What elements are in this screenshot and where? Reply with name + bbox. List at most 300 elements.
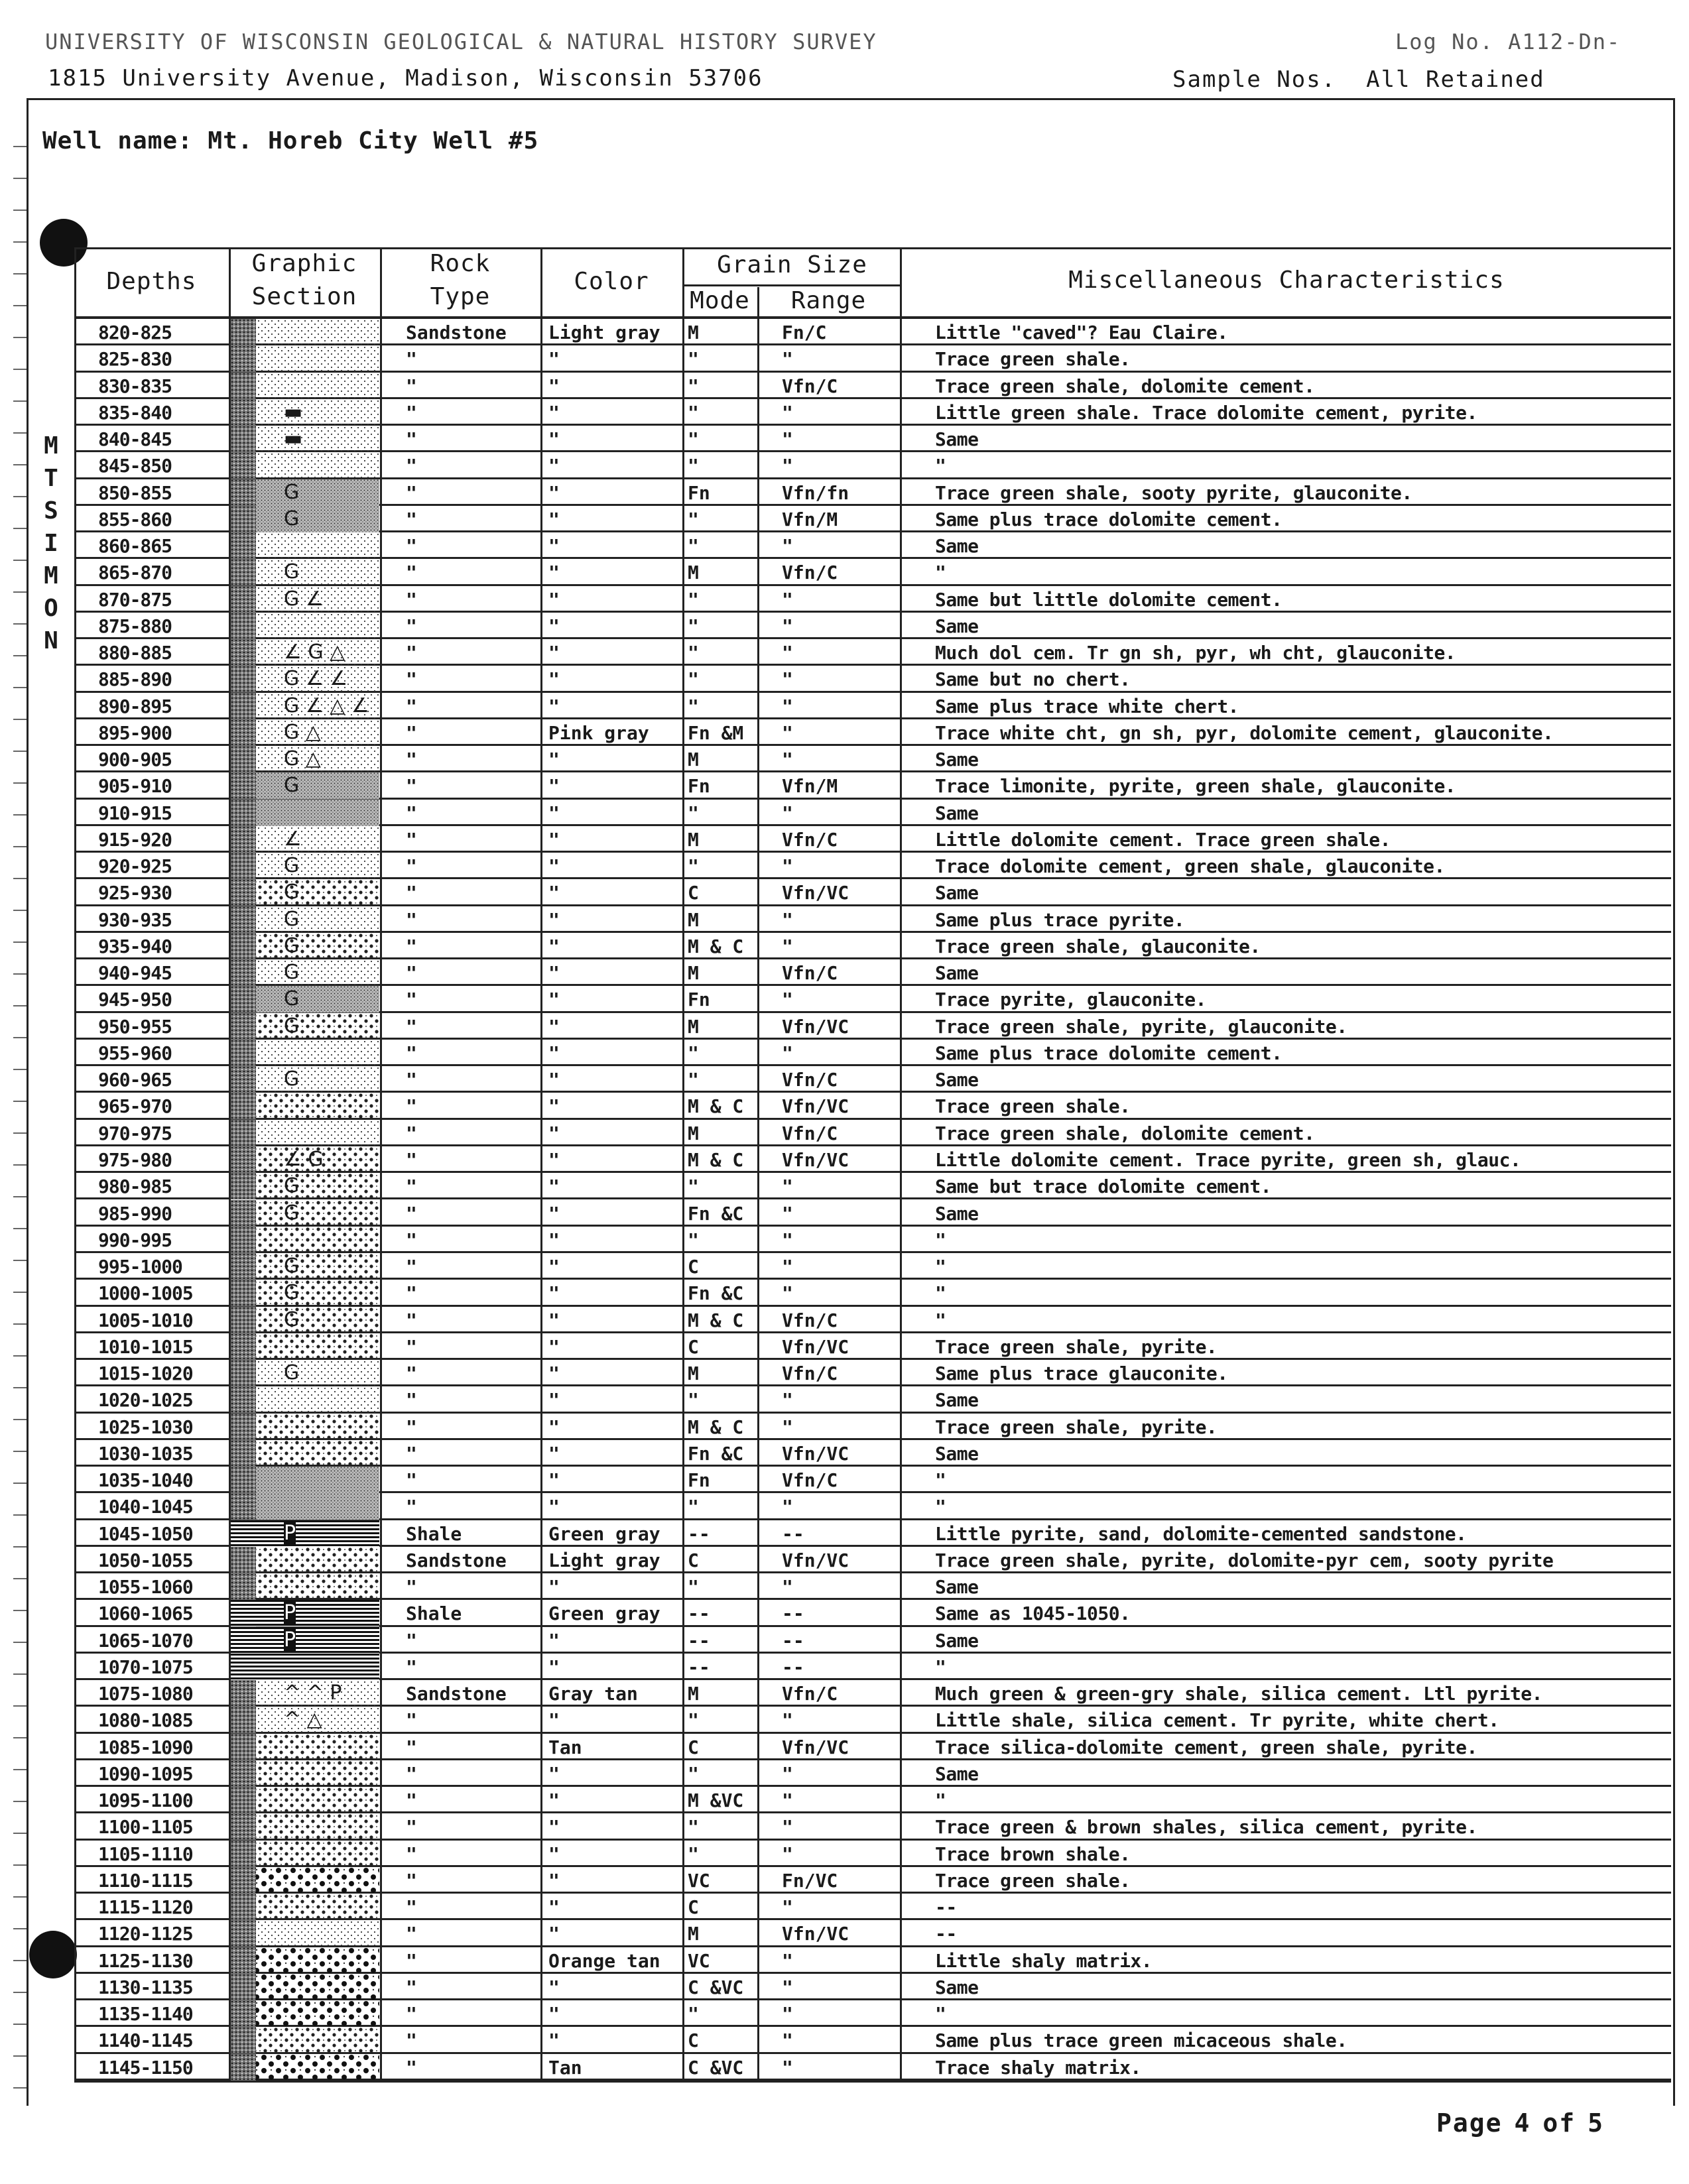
grain-mode-cell: "	[688, 1229, 699, 1251]
margin-tick	[13, 1005, 27, 1006]
grain-mode-cell: "	[688, 668, 699, 691]
graphic-section-cell	[231, 532, 379, 559]
page-number	[1436, 2108, 1616, 2138]
misc-cell: "	[935, 1282, 946, 1305]
graphic-section-cell	[231, 1920, 379, 1947]
misc-cell: Trace dolomite cement, green shale, glauconite.	[935, 855, 1445, 878]
lithology-symbol: G	[284, 1014, 300, 1038]
margin-tick	[13, 1451, 27, 1452]
rock-type-cell: "	[406, 695, 417, 717]
misc-cell: Trace white cht, gn sh, pyr, dolomite cement, glauconite.	[935, 721, 1554, 744]
rock-type-cell: "	[406, 1736, 417, 1758]
rock-type-cell: "	[406, 1229, 417, 1251]
rock-type-cell: "	[406, 668, 417, 691]
depth-cell: 1000-1005	[98, 1282, 193, 1305]
graphic-section-cell	[231, 666, 379, 692]
grain-mode-cell: --	[688, 1522, 710, 1545]
lithology-edge	[231, 1894, 256, 1920]
depth-cell: 825-830	[98, 348, 172, 371]
lithology-symbol: G	[284, 1307, 300, 1331]
table-row	[74, 1627, 1671, 1654]
misc-cell: Little "caved"? Eau Claire.	[935, 322, 1228, 343]
color-cell: "	[548, 348, 560, 371]
lithology-edge	[231, 479, 256, 506]
graphic-section-cell	[231, 506, 379, 532]
rock-type-cell: "	[406, 1335, 417, 1358]
grain-mode-cell: M	[688, 1122, 699, 1144]
lithology-edge	[231, 452, 256, 479]
lithology-symbol: G ∠ ∠	[284, 667, 348, 691]
grain-range-cell: "	[782, 1256, 793, 1278]
lithology-symbol: G △	[284, 720, 321, 744]
grain-mode-cell: "	[688, 508, 699, 530]
color-cell: "	[548, 401, 560, 424]
grain-mode-cell: --	[688, 1656, 710, 1678]
grain-range-cell: Vfn/C	[782, 1683, 838, 1705]
depth-cell: 860-865	[98, 535, 172, 558]
margin-tick	[13, 210, 27, 211]
table-row	[74, 1253, 1671, 1280]
lithology-edge	[231, 800, 256, 826]
color-cell: "	[548, 989, 560, 1011]
lithology-edge	[231, 1040, 256, 1066]
formation-letter: M	[44, 562, 58, 589]
depth-cell: 1130-1135	[98, 1976, 193, 1998]
misc-cell: "	[935, 1309, 946, 1331]
misc-cell: "	[935, 562, 946, 584]
lithology-texture	[231, 826, 379, 853]
color-cell: "	[548, 642, 560, 664]
depth-cell: 1050-1055	[98, 1549, 193, 1571]
graphic-section-cell	[231, 1947, 379, 1974]
grain-mode-cell: C	[688, 1335, 699, 1358]
grain-range-cell: "	[782, 1042, 793, 1064]
depth-cell: 840-845	[98, 428, 172, 451]
rock-type-cell: "	[406, 1015, 417, 1038]
lithology-texture	[231, 1093, 379, 1119]
margin-tick	[13, 591, 27, 593]
margin-tick	[13, 1642, 27, 1643]
grain-mode-cell: "	[688, 642, 699, 664]
table-row	[74, 426, 1671, 452]
lithology-texture	[231, 1947, 379, 1974]
grain-range-cell: Vfn/C	[782, 1309, 838, 1331]
rock-type-cell: "	[406, 908, 417, 931]
lithology-edge	[231, 426, 256, 452]
graphic-section-cell	[231, 1066, 379, 1093]
graphic-section-cell	[231, 1093, 379, 1119]
misc-cell: Same but little dolomite cement.	[935, 588, 1282, 611]
rock-type-cell: "	[406, 588, 417, 611]
rock-type-cell: "	[406, 2056, 417, 2079]
lithology-edge	[231, 506, 256, 532]
lithology-edge	[231, 1573, 256, 1600]
lithology-symbol: G	[284, 560, 300, 584]
color-cell: "	[548, 1282, 560, 1305]
grain-range-cell: Vfn/fn	[782, 481, 849, 504]
lithology-symbol: G	[284, 1254, 300, 1278]
rock-type-cell: "	[406, 1256, 417, 1278]
color-cell: "	[548, 1469, 560, 1492]
grain-range-cell: "	[782, 642, 793, 664]
margin-tick	[13, 1928, 27, 1929]
lithology-edge	[231, 1654, 256, 1680]
lithology-edge	[231, 1280, 256, 1306]
graphic-section-cell	[231, 1974, 379, 2000]
depth-cell: 1105-1110	[98, 1843, 193, 1865]
misc-cell: "	[935, 1229, 946, 1251]
margin-tick	[13, 2055, 27, 2057]
color-cell: "	[548, 455, 560, 477]
graphic-section-cell	[231, 1253, 379, 1280]
misc-cell: Same	[935, 1202, 979, 1225]
rock-type-cell: "	[406, 401, 417, 424]
table-row	[74, 826, 1671, 853]
lithology-symbol: ▬	[284, 427, 303, 451]
misc-cell: Same as 1045-1050.	[935, 1603, 1131, 1625]
misc-cell: "	[935, 2003, 946, 2026]
lithology-texture	[231, 479, 379, 506]
lithology-symbol: G	[284, 961, 300, 985]
table-row	[74, 1760, 1671, 1787]
table-row	[74, 746, 1671, 772]
grain-mode-cell: M	[688, 562, 699, 584]
misc-cell: Trace green shale, sooty pyrite, glauconite.	[935, 481, 1412, 504]
graphic-section-cell	[231, 1200, 379, 1227]
lithology-edge	[231, 1841, 256, 1867]
margin-tick	[13, 146, 27, 147]
lithology-edge	[231, 1360, 256, 1386]
margin-tick	[13, 241, 27, 243]
grain-range-cell: "	[782, 668, 793, 691]
color-cell: "	[548, 1122, 560, 1144]
grain-range-cell: "	[782, 535, 793, 558]
grain-mode-cell: C	[688, 1549, 699, 1571]
graphic-section-cell	[231, 373, 379, 399]
grain-range-cell: "	[782, 1762, 793, 1785]
grain-mode-cell: "	[688, 1576, 699, 1599]
grain-mode-cell: "	[688, 1762, 699, 1785]
depth-cell: 1145-1150	[98, 2056, 193, 2079]
grain-mode-cell: "	[688, 588, 699, 611]
sample-numbers: Sample Nos. All Retained	[1172, 66, 1545, 93]
graphic-section-cell	[231, 1573, 379, 1600]
table-row	[74, 2054, 1671, 2081]
table-row	[74, 1013, 1671, 1040]
graphic-section-cell	[231, 826, 379, 853]
misc-cell: Little shale, silica cement. Tr pyrite, white chert.	[935, 1709, 1499, 1732]
margin-tick	[13, 1673, 27, 1675]
grain-mode-cell: M & C	[688, 1309, 744, 1331]
lithology-edge	[231, 532, 256, 559]
lithology-edge	[231, 1867, 256, 1894]
misc-cell: Same	[935, 535, 979, 558]
misc-cell: Little pyrite, sand, dolomite-cemented sandstone.	[935, 1522, 1467, 1545]
margin-tick	[13, 1101, 27, 1102]
rock-type-cell: Shale	[406, 1603, 462, 1625]
grain-mode-cell: C	[688, 882, 699, 904]
lithology-edge	[231, 613, 256, 639]
grain-range-cell: Vfn/C	[782, 1469, 838, 1492]
misc-cell: "	[935, 1496, 946, 1518]
formation-label	[34, 430, 68, 657]
depth-cell: 935-940	[98, 935, 172, 957]
rock-type-cell: "	[406, 455, 417, 477]
grain-mode-cell: "	[688, 401, 699, 424]
lithology-texture	[231, 1360, 379, 1386]
lithology-edge	[231, 826, 256, 853]
lithology-edge	[231, 586, 256, 613]
table-row	[74, 1173, 1671, 1199]
header-rock-type	[380, 247, 540, 314]
depth-cell: 1080-1085	[98, 1709, 193, 1732]
table-row	[74, 1227, 1671, 1253]
grain-range-cell: Vfn/C	[782, 1069, 838, 1091]
header-graphic-l2: Section	[251, 283, 357, 310]
color-cell: "	[548, 1148, 560, 1171]
rock-type-cell: "	[406, 1282, 417, 1305]
graphic-section-cell	[231, 1734, 379, 1760]
lithology-symbol: ^ △	[284, 1708, 322, 1732]
misc-cell: Trace green shale.	[935, 1095, 1131, 1118]
graphic-section-cell	[231, 746, 379, 772]
lithology-texture	[231, 1493, 379, 1520]
lithology-edge	[231, 1493, 256, 1520]
table-row	[74, 452, 1671, 479]
lithology-symbol: G ∠	[284, 587, 324, 611]
margin-tick	[13, 369, 27, 370]
grain-range-cell: Vfn/C	[782, 562, 838, 584]
lithology-texture	[231, 1040, 379, 1066]
rock-type-cell: "	[406, 1148, 417, 1171]
misc-cell: Same	[935, 1576, 979, 1599]
lithology-edge	[231, 746, 256, 772]
table-row	[74, 1920, 1671, 1947]
grain-mode-cell: Fn	[688, 989, 710, 1011]
rock-type-cell: "	[406, 1042, 417, 1064]
misc-cell: --	[935, 1923, 957, 1945]
graphic-section-cell	[231, 1707, 379, 1733]
grain-range-cell: "	[782, 935, 793, 957]
color-cell: "	[548, 695, 560, 717]
misc-cell: "	[935, 1469, 946, 1492]
lithology-symbol: G	[284, 880, 300, 904]
lithology-texture	[231, 1440, 379, 1467]
grain-mode-cell: "	[688, 1176, 699, 1198]
lithology-edge	[231, 933, 256, 959]
lithology-symbol: ∠ G △	[284, 640, 345, 664]
rock-type-cell: "	[406, 1469, 417, 1492]
lithology-symbol: G △	[284, 747, 321, 771]
margin-tick	[13, 1483, 27, 1484]
misc-cell: Same plus trace green micaceous shale.	[935, 2030, 1347, 2052]
grain-mode-cell: --	[688, 1603, 710, 1625]
depth-cell: 1070-1075	[98, 1656, 193, 1678]
table-row	[74, 1813, 1671, 1840]
lithology-texture	[231, 373, 379, 399]
lithology-symbol: ∠ G	[284, 1147, 324, 1171]
lithology-edge	[231, 1467, 256, 1493]
color-cell: "	[548, 535, 560, 558]
table-row	[74, 1200, 1671, 1227]
color-cell: "	[548, 508, 560, 530]
rock-type-cell: "	[406, 1576, 417, 1599]
color-cell: "	[548, 1896, 560, 1919]
depth-cell: 1020-1025	[98, 1389, 193, 1412]
lithology-texture	[231, 800, 379, 826]
margin-tick	[13, 2024, 27, 2025]
color-cell: "	[548, 2030, 560, 2052]
lithology-texture	[231, 853, 379, 879]
depth-cell: 890-895	[98, 695, 172, 717]
misc-cell: Little dolomite cement. Trace pyrite, green sh, glauc.	[935, 1148, 1521, 1171]
grain-mode-cell: "	[688, 455, 699, 477]
lithology-texture	[231, 1120, 379, 1146]
grain-range-cell: Vfn/C	[782, 828, 838, 851]
depth-cell: 1035-1040	[98, 1469, 193, 1492]
grain-range-cell: Vfn/VC	[782, 1015, 849, 1038]
table-body	[74, 319, 1671, 2081]
page-of: of	[1542, 2108, 1576, 2138]
lithology-texture	[231, 906, 379, 933]
lithology-texture	[231, 2054, 379, 2081]
grain-mode-cell: M & C	[688, 935, 744, 957]
lithology-edge	[231, 1093, 256, 1119]
rock-type-cell: "	[406, 749, 417, 771]
misc-cell: Same	[935, 882, 979, 904]
margin-tick	[13, 910, 27, 911]
rock-type-cell: "	[406, 1629, 417, 1652]
margin-tick	[13, 973, 27, 975]
depth-cell: 975-980	[98, 1148, 172, 1171]
page-total: 5	[1588, 2108, 1604, 2138]
misc-cell: Same	[935, 962, 979, 985]
graphic-section-cell	[231, 1414, 379, 1440]
rock-type-cell: "	[406, 802, 417, 824]
lithology-edge	[231, 1787, 256, 1813]
table-row	[74, 1093, 1671, 1119]
misc-cell: Same	[935, 749, 979, 771]
color-cell: "	[548, 1416, 560, 1438]
lithology-texture	[231, 319, 379, 345]
table-row	[74, 586, 1671, 613]
grain-mode-cell: "	[688, 802, 699, 824]
rock-type-cell: "	[406, 962, 417, 985]
color-cell: "	[548, 802, 560, 824]
depth-cell: 960-965	[98, 1069, 172, 1091]
grain-range-cell: Vfn/C	[782, 375, 838, 397]
header-graphic	[229, 247, 380, 314]
color-cell: "	[548, 749, 560, 771]
margin-tick	[13, 782, 27, 784]
grain-mode-cell: "	[688, 615, 699, 637]
depth-cell: 995-1000	[98, 1256, 182, 1278]
misc-cell: Trace green shale.	[935, 1869, 1131, 1892]
misc-cell: Same	[935, 428, 979, 451]
color-cell: Light gray	[548, 1549, 660, 1571]
grain-range-cell: "	[782, 1896, 793, 1919]
misc-cell: Much dol cem. Tr gn sh, pyr, wh cht, glauconite.	[935, 642, 1456, 664]
graphic-section-cell	[231, 345, 379, 372]
grain-range-cell: Vfn/M	[782, 508, 838, 530]
grain-range-cell: --	[782, 1522, 804, 1545]
lithology-edge	[231, 1227, 256, 1253]
table-row	[74, 532, 1671, 559]
color-cell: Green gray	[548, 1522, 660, 1545]
table-row	[74, 772, 1671, 799]
table-row	[74, 1120, 1671, 1146]
grain-mode-cell: "	[688, 428, 699, 451]
grain-range-cell: Vfn/C	[782, 962, 838, 985]
rock-type-cell: "	[406, 989, 417, 1011]
margin-tick	[13, 1419, 27, 1420]
color-cell: "	[548, 1389, 560, 1412]
misc-cell: Same	[935, 1389, 979, 1412]
margin-tick	[13, 464, 27, 465]
lithology-symbol: ▬	[284, 400, 303, 424]
graphic-section-cell	[231, 2054, 379, 2081]
misc-cell: Same plus trace dolomite cement.	[935, 1042, 1282, 1064]
lithology-edge	[231, 1013, 256, 1040]
rock-type-cell: "	[406, 375, 417, 397]
lithology-edge	[231, 693, 256, 719]
margin-tick	[13, 1514, 27, 1516]
depth-cell: 1045-1050	[98, 1522, 193, 1545]
depth-cell: 1095-1100	[98, 1790, 193, 1812]
misc-cell: Same plus trace glauconite.	[935, 1363, 1228, 1385]
grain-range-cell: "	[782, 721, 793, 744]
margin-tick	[13, 1737, 27, 1738]
color-cell: "	[548, 1442, 560, 1465]
rock-type-cell: "	[406, 935, 417, 957]
grain-range-cell: "	[782, 1709, 793, 1732]
depth-cell: 910-915	[98, 802, 172, 824]
lithology-symbol: G	[284, 480, 300, 504]
misc-cell: Trace green shale, dolomite cement.	[935, 1122, 1315, 1144]
depth-cell: 1075-1080	[98, 1683, 193, 1705]
graphic-section-cell	[231, 1227, 379, 1253]
table-row	[74, 906, 1671, 933]
table-row	[74, 1146, 1671, 1173]
rock-type-cell: "	[406, 1122, 417, 1144]
graphic-section-cell	[231, 479, 379, 506]
graphic-section-cell	[231, 452, 379, 479]
header-range: Range	[790, 287, 867, 314]
color-cell: "	[548, 1709, 560, 1732]
depth-cell: 1090-1095	[98, 1762, 193, 1785]
lithology-edge	[231, 959, 256, 986]
grain-range-cell: "	[782, 428, 793, 451]
lithology-texture	[231, 1227, 379, 1253]
lithology-symbol: G	[284, 934, 300, 957]
margin-tick	[13, 655, 27, 656]
misc-cell: Same	[935, 1976, 979, 1998]
grain-range-cell: "	[782, 615, 793, 637]
margin-tick	[13, 1323, 27, 1325]
rock-type-cell: "	[406, 1816, 417, 1839]
color-cell: "	[548, 481, 560, 504]
grain-mode-cell: "	[688, 2003, 699, 2026]
lithology-edge	[231, 1440, 256, 1467]
table-bottom-rule	[74, 2081, 1671, 2083]
misc-cell: Trace green shale, pyrite.	[935, 1416, 1218, 1438]
lithology-edge	[231, 345, 256, 372]
margin-tick	[13, 687, 27, 688]
depth-cell: 850-855	[98, 481, 172, 504]
lithology-table	[74, 247, 1671, 2083]
depth-cell: 1005-1010	[98, 1309, 193, 1331]
grain-mode-cell: M	[688, 828, 699, 851]
